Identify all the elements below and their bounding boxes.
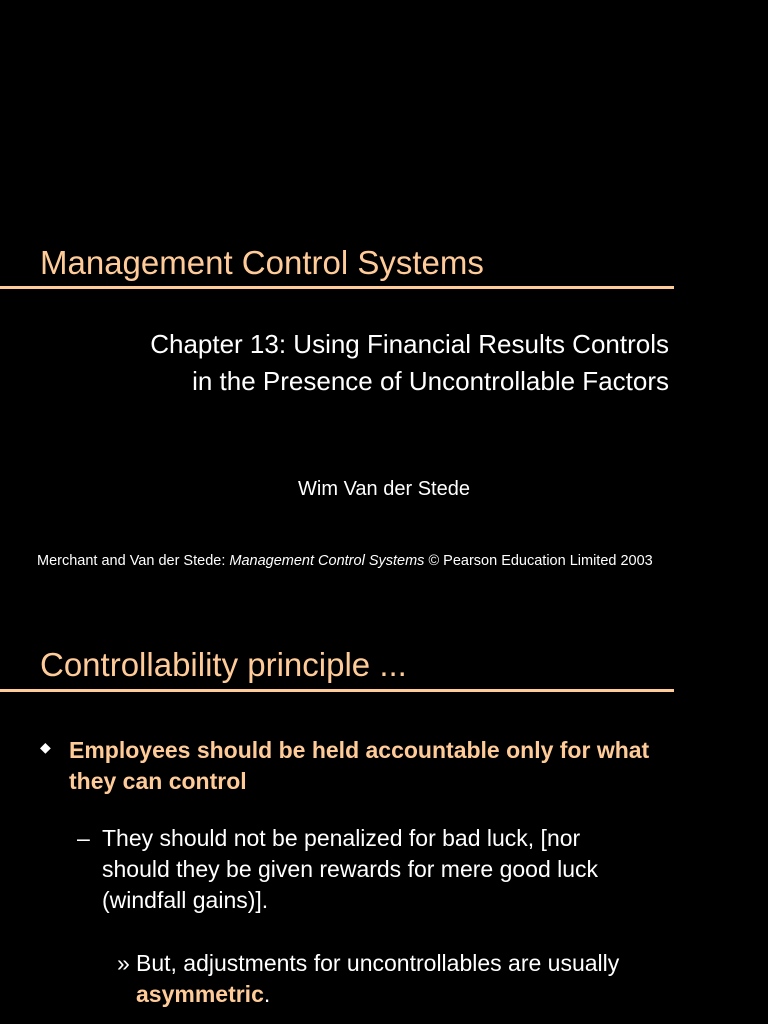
credit-prefix: Merchant and Van der Stede:	[37, 553, 230, 569]
credit-book-title: Management Control Systems	[229, 553, 425, 569]
bullet-level-1	[40, 735, 680, 797]
dash-bullet-icon: –	[77, 825, 90, 851]
diamond-bullet-icon: ◆	[40, 739, 51, 755]
bullet-level-3-prefix: But, adjustments for uncontrollables are usually	[136, 950, 620, 976]
chapter-heading	[29, 326, 669, 400]
credit-suffix: © Pearson Education Limited 2003	[424, 553, 653, 569]
bullet-level-1-text: Employees should be held accountable only for what they can control	[69, 737, 650, 794]
slide2-title-rule	[0, 689, 674, 692]
slide2-title: Controllability principle ...	[40, 646, 407, 683]
chapter-line-2: in the Presence of Uncontrollable Factors	[192, 366, 669, 396]
slide1-title-rule	[0, 286, 674, 289]
author-name: Wim Van der Stede	[298, 478, 470, 500]
copyright-credit	[37, 553, 653, 569]
bullet-level-3	[117, 948, 637, 1010]
bullet-level-2	[77, 823, 637, 916]
chevron-bullet-icon: »	[117, 950, 130, 976]
bullet-level-3-text	[136, 948, 637, 1010]
bullet-level-3-suffix: .	[263, 981, 271, 1007]
bullet-level-2-text: They should not be penalized for bad luck, [nor should they be given rewards for mere good luck (windfall gains)].	[102, 825, 599, 913]
chapter-line-1: Chapter 13: Using Financial Results Controls	[150, 329, 669, 359]
asymmetric-emphasis: asymmetric	[136, 981, 264, 1007]
slide1-title: Management Control Systems	[40, 244, 484, 281]
